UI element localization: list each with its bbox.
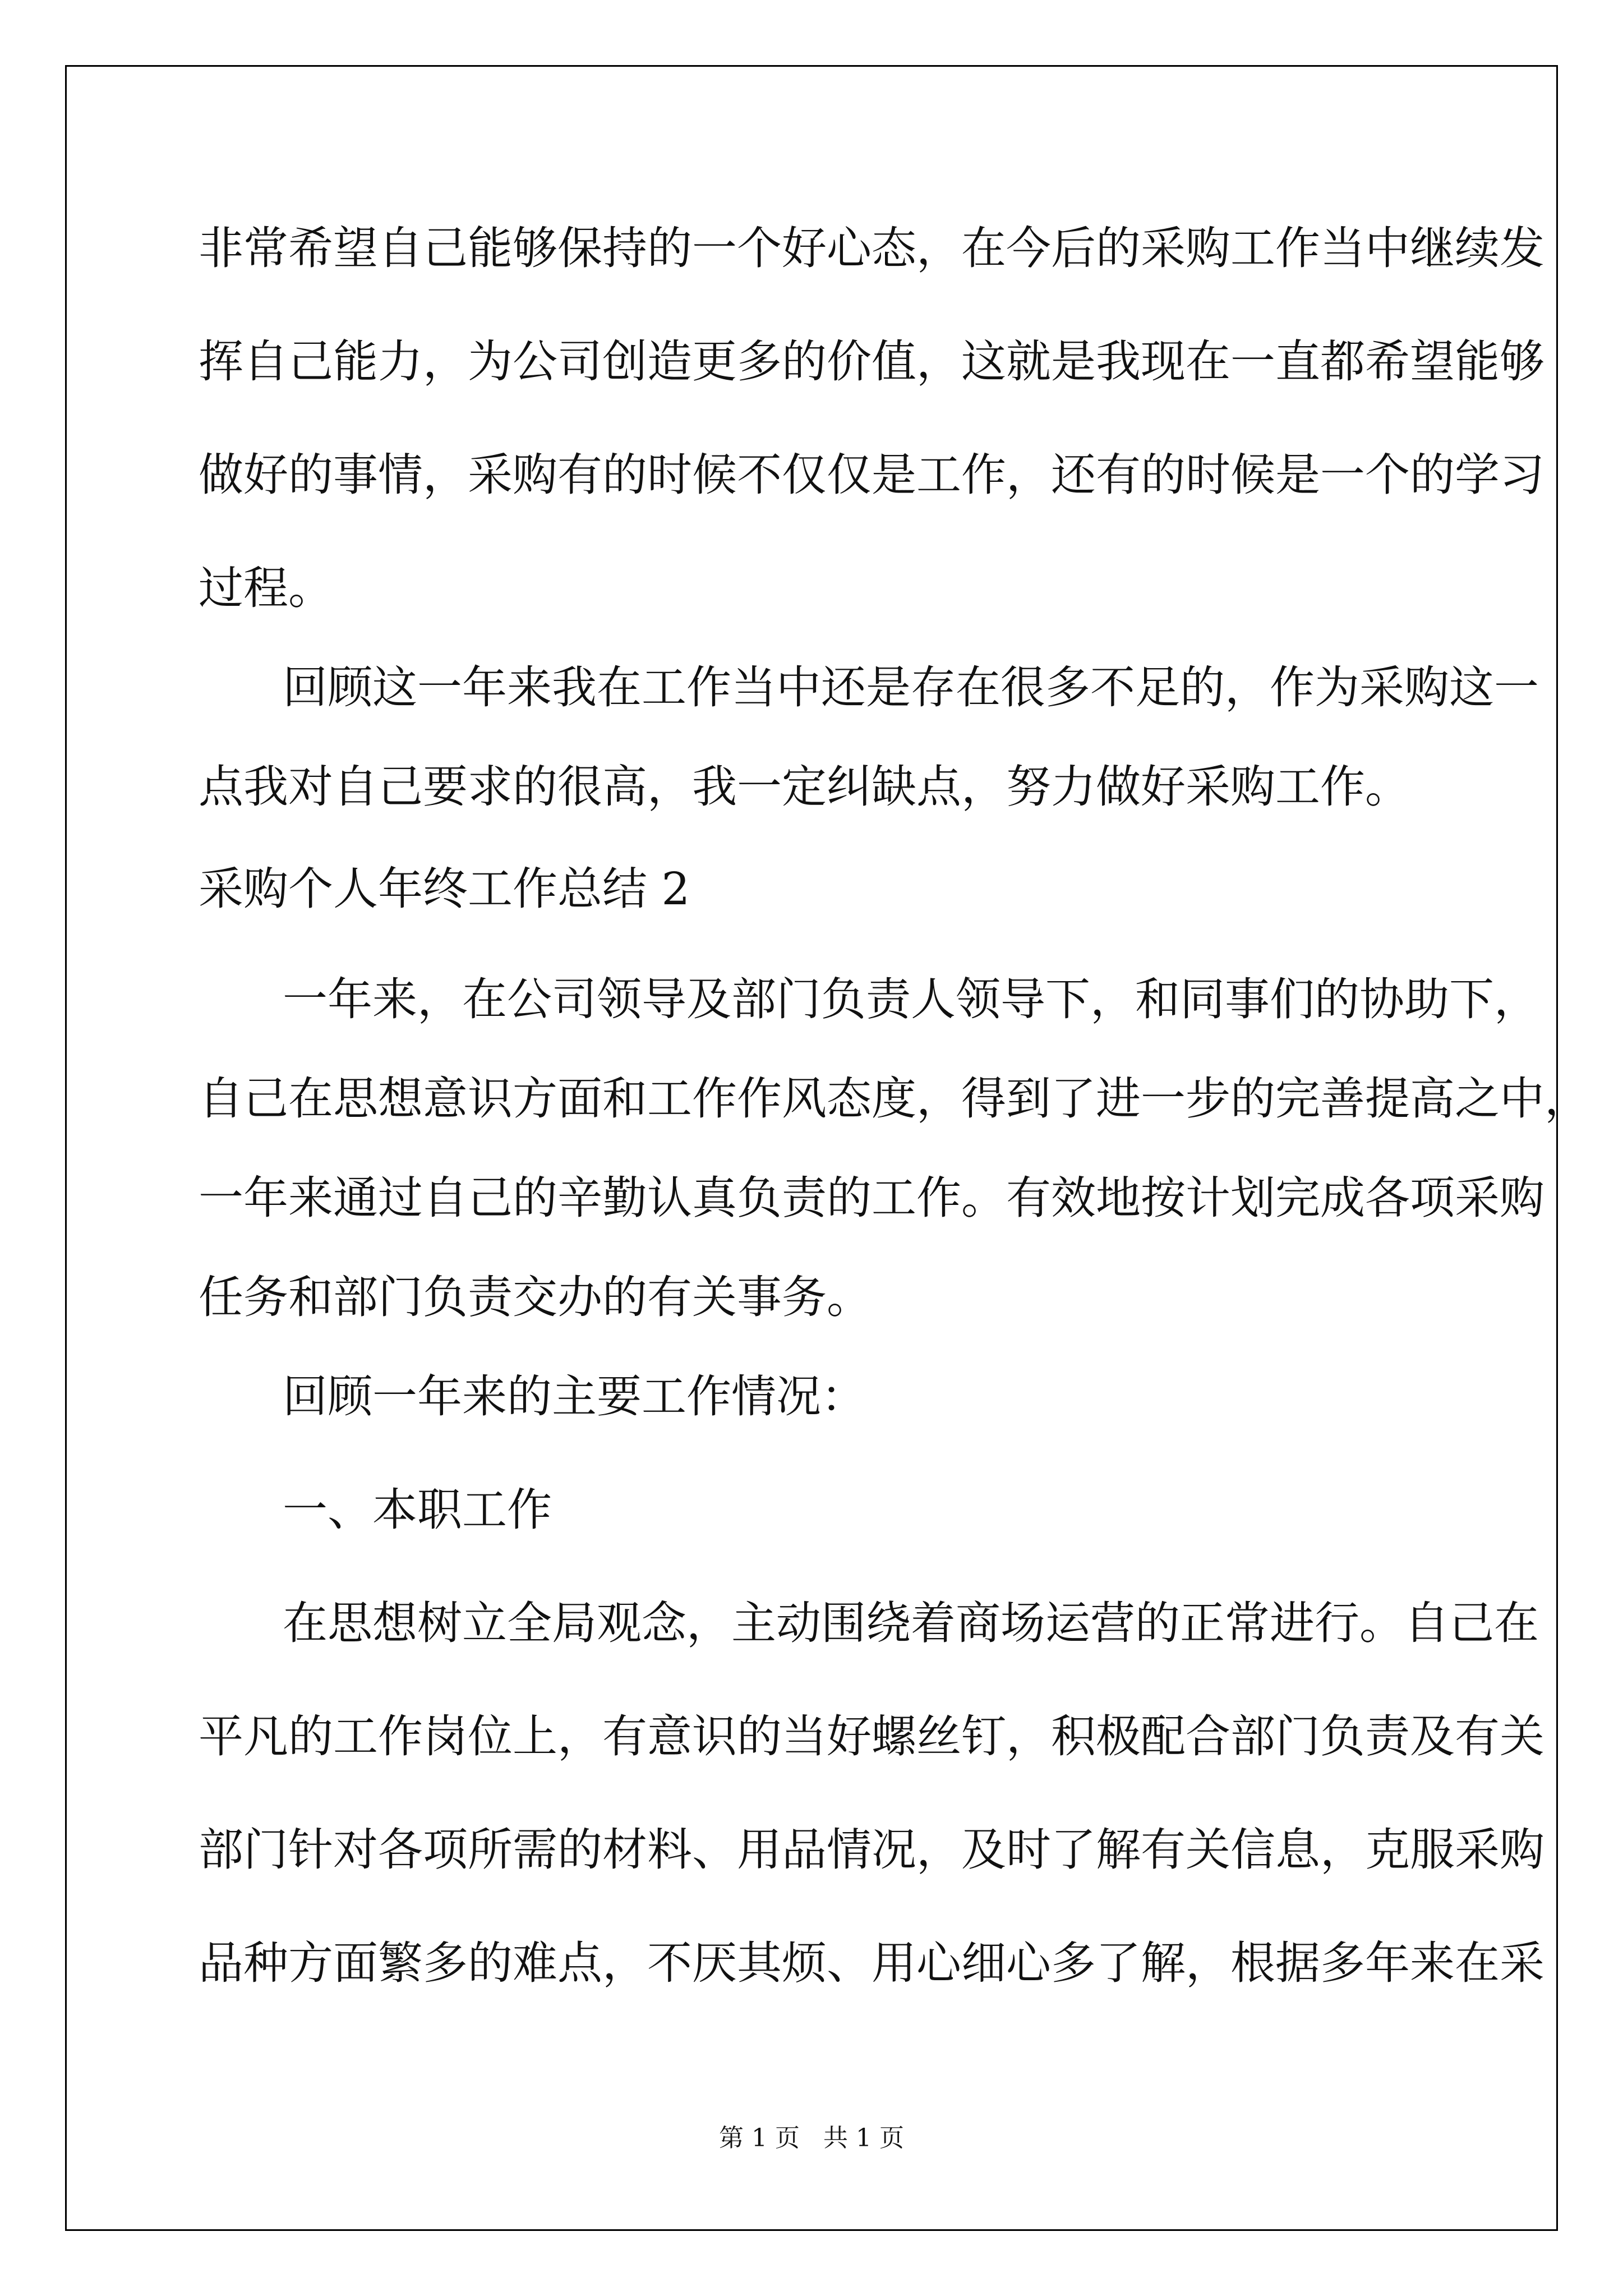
paragraph-start: 一年来，在公司领导及部门负责人领导下，和同事们的协助下， — [283, 973, 1539, 1025]
body-line: 品种方面繁多的难点，不厌其烦、用心细心多了解，根据多年来在采 — [199, 1937, 1544, 1989]
page-border — [65, 65, 1558, 2231]
paragraph-start: 在思想树立全局观念，主动围绕着商场运营的正常进行。自己在 — [283, 1597, 1539, 1649]
section-title: 采购个人年终工作总结 2 — [199, 863, 690, 915]
body-line: 非常希望自己能够保持的一个好心态，在今后的采购工作当中继续发 — [199, 222, 1544, 274]
body-line: 过程。 — [199, 562, 333, 614]
body-line: 自己在思想意识方面和工作作风态度，得到了进一步的完善提高之中， — [199, 1073, 1589, 1125]
subheading: 一、本职工作 — [283, 1484, 552, 1536]
body-line: 平凡的工作岗位上，有意识的当好螺丝钉，积极配合部门负责及有关 — [199, 1710, 1544, 1763]
body-line: 部门针对各项所需的材料、用品情况，及时了解有关信息，克服采购 — [199, 1824, 1544, 1876]
paragraph-start: 回顾一年来的主要工作情况： — [283, 1370, 866, 1423]
body-line: 任务和部门负责交办的有关事务。 — [199, 1271, 872, 1323]
body-line: 挥自己能力，为公司创造更多的价值，这就是我现在一直都希望能够 — [199, 335, 1544, 388]
paragraph-start: 回顾这一年来我在工作当中还是存在很多不足的，作为采购这一 — [283, 661, 1539, 714]
body-line: 做好的事情，采购有的时候不仅仅是工作，还有的时候是一个的学习 — [199, 449, 1544, 501]
page-footer: 第 1 页 共 1 页 — [719, 2124, 904, 2152]
body-line: 一年来通过自己的辛勤认真负责的工作。有效地按计划完成各项采购 — [199, 1172, 1544, 1224]
body-line: 点我对自己要求的很高，我一定纠缺点，努力做好采购工作。 — [199, 761, 1410, 813]
